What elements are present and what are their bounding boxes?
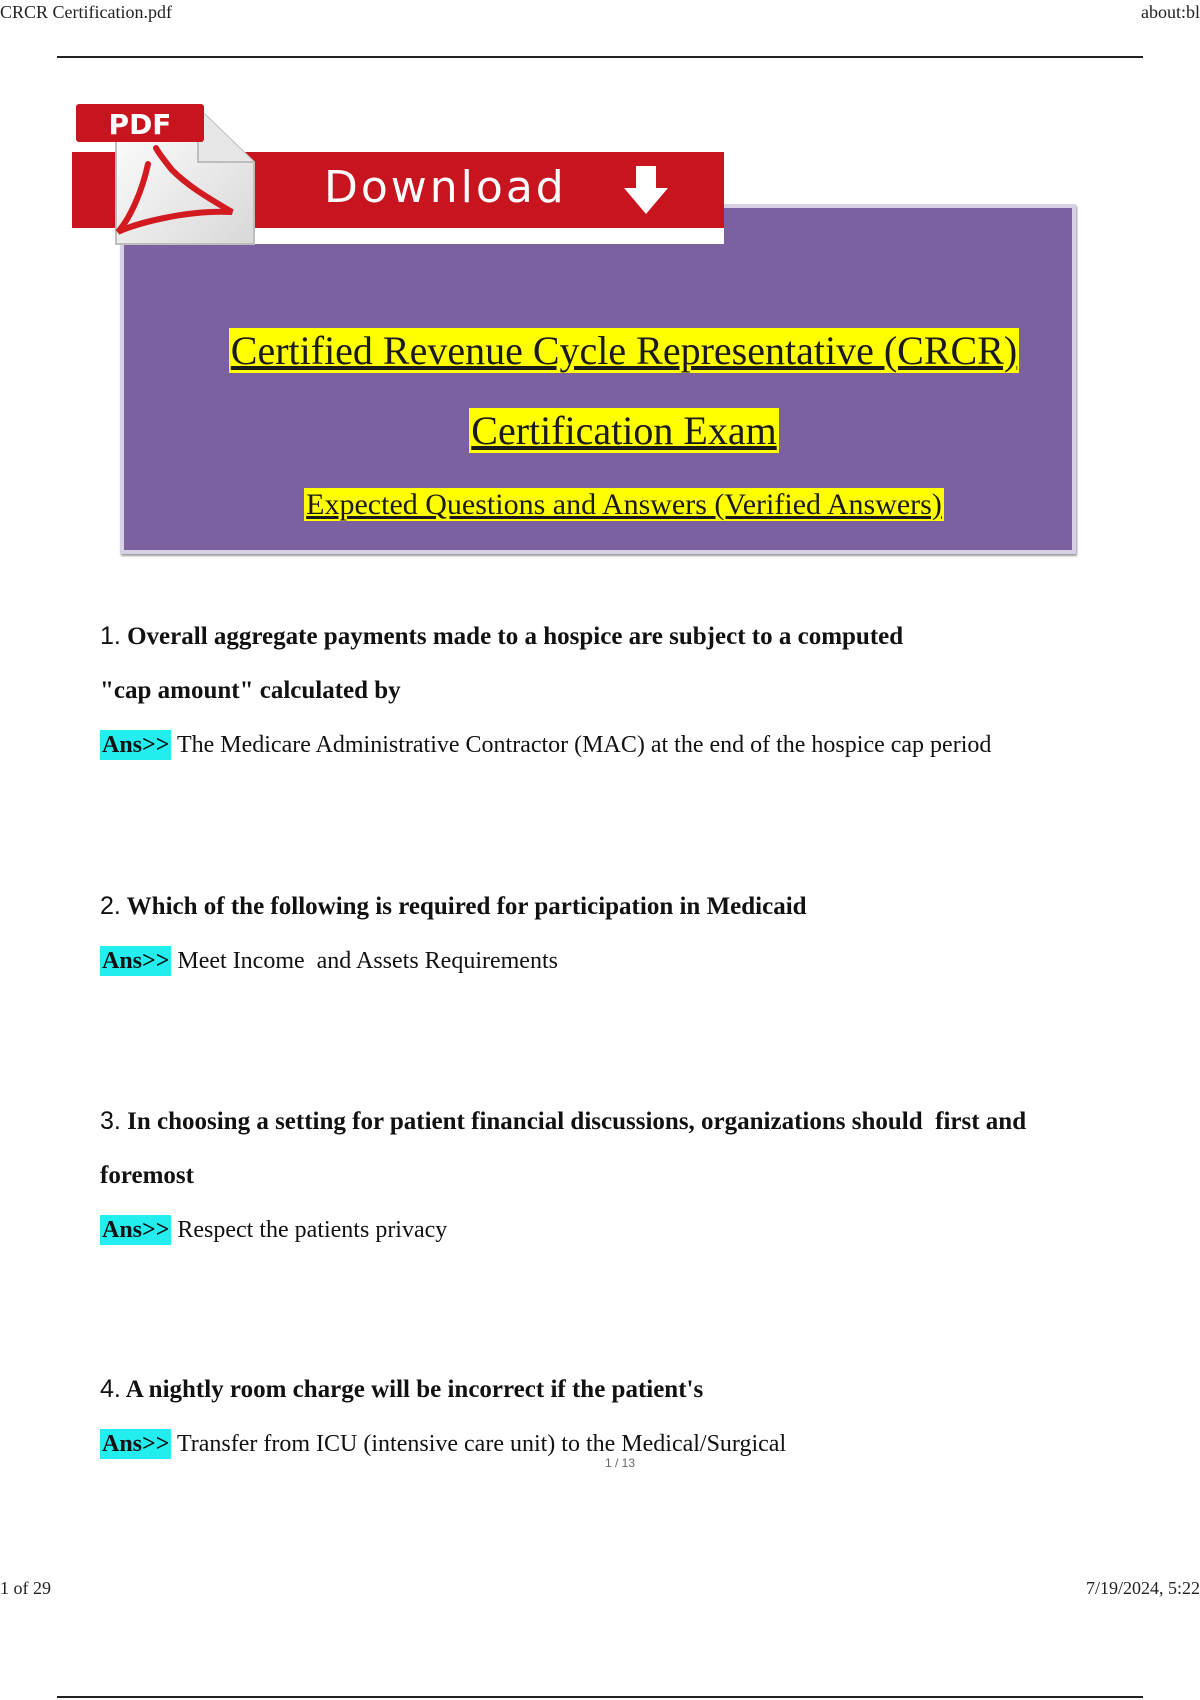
banner-subtitle — [0, 486, 1200, 524]
top-divider — [57, 56, 1143, 58]
ans-label: Ans>> — [102, 1217, 170, 1243]
answer-row — [100, 1203, 1100, 1257]
question-item-1 — [100, 609, 1100, 772]
question-number: 3. — [100, 1107, 121, 1135]
question-line-2: foremost — [100, 1162, 194, 1189]
pdf-file-icon — [72, 100, 262, 245]
question-item-4 — [100, 1362, 1100, 1471]
download-label[interactable]: Download — [324, 162, 567, 213]
answer-text: Meet Income and Assets Requirements — [177, 948, 558, 974]
print-header-url: about:bl — [1141, 2, 1200, 22]
ans-label: Ans>> — [102, 948, 170, 974]
pdf-icon-label: PDF — [108, 108, 172, 141]
banner-title-line-2 — [0, 406, 1200, 456]
question-text — [100, 1362, 1100, 1417]
answer-text: Transfer from ICU (intensive care unit) to the Medical/Surgical — [176, 1431, 787, 1457]
download-arrow-icon[interactable] — [620, 164, 672, 216]
question-text — [100, 609, 1100, 664]
question-number: 1. — [100, 622, 121, 650]
question-line-1: A nightly room charge will be incorrect if the patient's — [125, 1376, 704, 1403]
ans-label: Ans>> — [102, 1431, 170, 1457]
banner-subtitle-text: Expected Questions and Answers (Verified Answers) — [306, 488, 942, 521]
answer-row — [100, 718, 1100, 772]
footer-page-count: 1 of 29 — [0, 1578, 51, 1598]
page-indicator: 1 / 13 — [604, 1456, 636, 1470]
question-item-3 — [100, 1094, 1100, 1257]
bottom-divider — [57, 1696, 1143, 1698]
question-line-1: Which of the following is required for participation in Medicaid — [126, 893, 807, 920]
question-text — [100, 879, 1100, 934]
question-number: 2. — [100, 892, 121, 920]
question-line-1: In choosing a setting for patient financial discussions, organizations should first and — [127, 1108, 1027, 1135]
banner-title-line-1 — [0, 326, 1200, 376]
question-text — [100, 1094, 1100, 1149]
answer-text: The Medicare Administrative Contractor (MAC) at the end of the hospice cap period — [176, 732, 992, 758]
footer-datetime: 7/19/2024, 5:22 — [1085, 1578, 1200, 1598]
answer-text: Respect the patients privacy — [177, 1217, 448, 1243]
question-item-2 — [100, 879, 1100, 988]
question-number: 4. — [100, 1375, 121, 1403]
banner-title-text-1: Certified Revenue Cycle Representative (CRCR) — [230, 328, 1018, 373]
ans-label: Ans>> — [102, 732, 170, 758]
banner-title-text-2: Certification Exam — [471, 408, 777, 453]
question-line-2: "cap amount" calculated by — [100, 677, 401, 704]
answer-row — [100, 934, 1100, 988]
print-header-title: CRCR Certification.pdf — [0, 2, 172, 22]
question-line-1: Overall aggregate payments made to a hospice are subject to a computed — [127, 623, 904, 650]
